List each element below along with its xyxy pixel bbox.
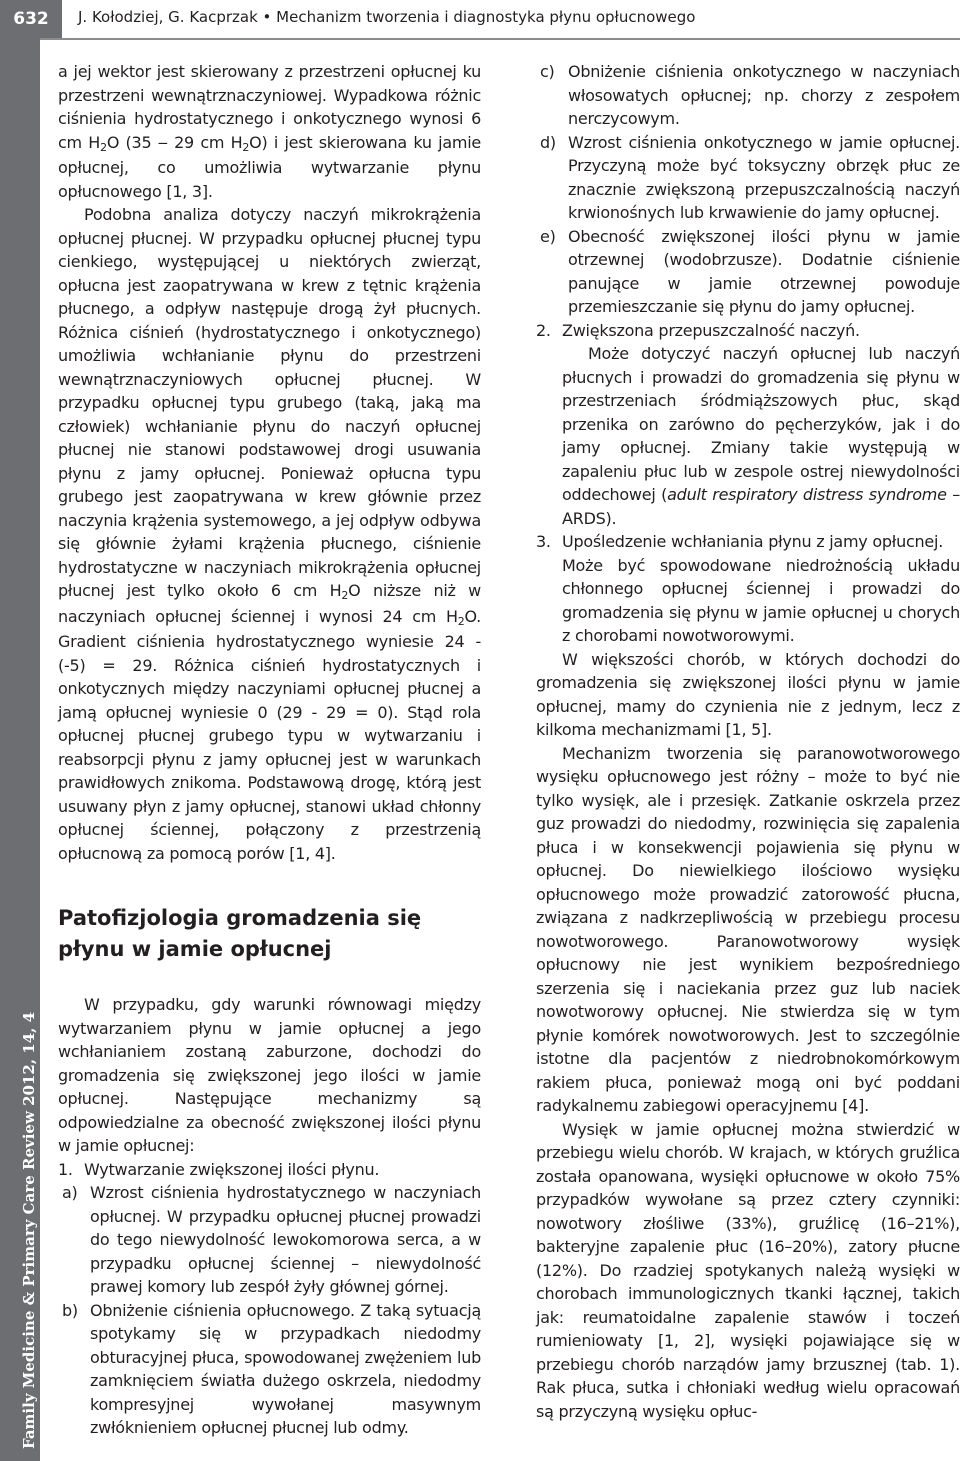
- paragraph-2: Podobna analiza dotyczy naczyń mikrokrążenia opłucnej płucnej. W przypadku opłucnej płucnej typu cienkiego, występującej u niektórych zwierząt, opłucna jest zaopatrywana w krew z tętnic krążenia płucnego, a odpływ następuje drogą żył płucnych. Różnica ciśnień (hydrostatycznego i onkotycznego) umożliwia wchłanianie płynu do przestrzeni wewnątrznaczyniowych opłucnej płucnej. W przypadku opłucnej typu grubego (taką, jaką ma człowiek) wchłanianie płynu do naczyń opłucnej płucnej nie stanowi podstawowej drogi usuwania płynu z jamy opłucnej. Ponieważ opłucna typu grubego jest zaopatrywana w krew głównie przez naczynia krążenia systemowego, a jej odpływ odbywa się głównie żyłami krążenia płucnego, ciśnienie hydrostatyczne w naczyniach mikrokrążenia opłucnej płucnej jest tylko około 6 cm H2O niższe niż w naczyniach opłucnej ściennej i wynosi 24 cm H2O. Gradient ciśnienia hydrostatycznego wyniesie 24 - (-5) = 29. Różnica ciśnień hydrostatycznych i onkotycznych między naczyniami opłucnej płucnej a jamą opłucnej wyniesie 0 (29 - 29 = 0). Stąd rola opłucnej płucnej grubego typu w wytwarzaniu i reabsorpcji płynu z jamy opłucnej jest w warunkach prawidłowych znikoma. Podstawową drogę, którą jest usuwany płyn z jamy opłucnej, stanowi układ chłonny opłucnej ściennej, połączony z przestrzenią opłucnową za pomocą porów [1, 4].: [58, 205, 482, 863]
- paragraph-4: W większości chorób, w których dochodzi do gromadzenia się zwiększonej ilości płynu w jamie opłucnej, mamy do czynienia nie z jednym, lecz z kilkoma mechanizmami [1, 5].: [536, 649, 960, 739]
- list-item-b: [58, 1299, 481, 1440]
- list-text: Zwiększona przepuszczalność naczyń.: [562, 320, 860, 340]
- list-label: c): [540, 62, 555, 81]
- list-label: 3.: [536, 532, 551, 551]
- list-label: 2.: [536, 320, 551, 340]
- list-label: e): [540, 226, 556, 246]
- list-item-c: [536, 60, 960, 131]
- list-label: d): [540, 132, 556, 152]
- journal-title: Family Medicine & Primary Care Review 2012, 14, 4: [20, 1011, 38, 1449]
- right-column: [536, 60, 960, 1423]
- list-text: Wzrost ciśnienia onkotycznego w jamie opłucnej. Przyczyną może być toksyczny obrzęk płuc ze znacznie zwiększoną przepuszczalnością naczyń krwionośnych lub krwawienie do jamy opłucnej.: [568, 132, 960, 222]
- list-item-3-body: Może być spowodowane niedrożnością układu chłonnego opłucnej ściennej i prowadzi do gromadzenia się płynu w jamie opłucnej u chorych z chorobami nowotworowymi.: [562, 555, 960, 645]
- list-text: Wytwarzanie zwiększonej ilości płynu.: [84, 1159, 380, 1179]
- list-text: Upośledzenie wchłaniania płynu z jamy opłucnej.: [562, 532, 944, 551]
- paragraph-1: a jej wektor jest skierowany z przestrzeni opłucnej ku przestrzeni wewnątrznaczyniowej. Wypadkowa różnic ciśnienia hydrostatycznego i onkotycznego wynosi 6 cm H2O (35 ‒ 29 cm H2O) i jest skierowana ku jamie opłucnej, co umożliwia wytwarzanie płynu opłucnowego [1, 3].: [58, 62, 482, 201]
- list-text: Obniżenie ciśnienia onkotycznego w naczyniach włosowatych opłucnej; np. chorzy z zespołem nerczycowym.: [568, 62, 960, 128]
- list-item-a: [58, 1181, 481, 1299]
- list-item-2: [536, 319, 960, 343]
- left-column: [58, 60, 481, 1440]
- section-heading: Patofizjologia gromadzenia się płynu w jamie opłucnej: [58, 906, 422, 961]
- list-text: Obecność zwiększonej ilości płynu w jamie otrzewnej (wodobrzusze). Dodatnie ciśnienie panujące w jamie otrzewnej powoduje przemieszczanie się płynu do jamy opłucnej.: [568, 226, 960, 316]
- paragraph-5: Mechanizm tworzenia się paranowotworowego wysięku opłucnowego jest różny – może to być nie tylko wysięk, ale i przesięk. Zatkanie oskrzela przez guz prowadzi do niedodmy, rozwinięcia się zapalenia płuca i w konsekwencji pojawienia się płynu w opłucnej. Do niewielkiego ilościowo wysięku opłucnowego może prowadzić zatorowość płucna, związana z nadkrzepliwością w przebiegu procesu nowotworowego. Paranowotworowy wysięk opłucnowy nie jest wynikiem bezpośredniego szerzenia się i naciekania przez guz lub naciek nowotworowy opłucnej. Nie stwierdza się w tym płynie komórek nowotworowych. Jest to szczególnie istotne dla pacjentów z niedrobnokomórkowym rakiem płuca, ponieważ mogą oni być poddani radykalnemu zabiegowi operacyjnemu [4].: [536, 743, 960, 1115]
- list-item-3: [536, 530, 960, 554]
- paragraph-6: Wysięk w jamie opłucnej można stwierdzić w przebiegu wielu chorób. W krajach, w których gruźlica została opanowana, wysięki opłucnowe w około 75% przypadków wywołane są przez cztery czynniki: nowotwory złośliwe (33%), gruźlicę (16–21%), bakteryjne zapalenie płuc (16–20%), zatory płucne (12%). Do rzadziej spotykanych należą wysięki w chorobach immunologicznych tkanki łącznej, takich jak: reumatoidalne zapalenie stawów i toczeń rumieniowaty [1, 2], wysięki pojawiające się w przebiegu chorób narządów jamy brzusznej (tab. 1). Rak płuca, sutka i chłoniaki według wielu opracowań są przyczyną wysięku opłuc-: [536, 1119, 960, 1421]
- header-rule: [0, 38, 960, 40]
- running-head: J. Kołodziej, G. Kacprzak • Mechanizm tworzenia i diagnostyka płynu opłucnowego: [78, 8, 696, 26]
- list-text: Wzrost ciśnienia hydrostatycznego w naczyniach opłucnej. W przypadku opłucnej płucnej prowadzi do tego niewydolność lewokomorowa serca, a w przypadku opłucnej ściennej – niewydolność prawej komory lub zespół żyły głównej górnej.: [90, 1183, 481, 1296]
- list-item-d: [536, 131, 960, 225]
- list-label: b): [62, 1300, 78, 1320]
- page-number: 632: [0, 0, 62, 38]
- paragraph-3: W przypadku, gdy warunki równowagi między wytwarzaniem płynu w jamie opłucnej a jego wchłanianiem zostaną zaburzone, dochodzi do gromadzenia się zwiększonej jego ilości w jamie opłucnej. Następujące mechanizmy są odpowiedzialne za obecność zwiększonej ilości płynu w jamie opłucnej:: [58, 995, 481, 1155]
- list-label: a): [62, 1183, 78, 1202]
- list-item-1: [58, 1158, 481, 1182]
- list-text: Obniżenie ciśnienia opłucnowego. Z taką sytuacją spotykamy się w przypadkach niedodmy obturacyjnej płuca, spowodowanej zwężeniem lub zamknięciem światła dużego oskrzela, niedodmy kompresyjnej wywołanej masywnym zwłóknieniem opłucnej płucnej lub odmy.: [90, 1300, 481, 1437]
- list-label: 1.: [58, 1159, 73, 1179]
- list-item-e: [536, 225, 960, 319]
- list-item-2-body: Może dotyczyć naczyń opłucnej lub naczyń płucnych i prowadzi do gromadzenia się płynu w przestrzeniach śródmiąższowych płuc, skąd przenika on zarówno do pęcherzyków, jak i do jamy opłucnej. Zmiany takie występują w zapaleniu płuc lub w zespole ostrej niewydolności oddechowej (adult respiratory distress syndrome – ARDS).: [562, 344, 960, 528]
